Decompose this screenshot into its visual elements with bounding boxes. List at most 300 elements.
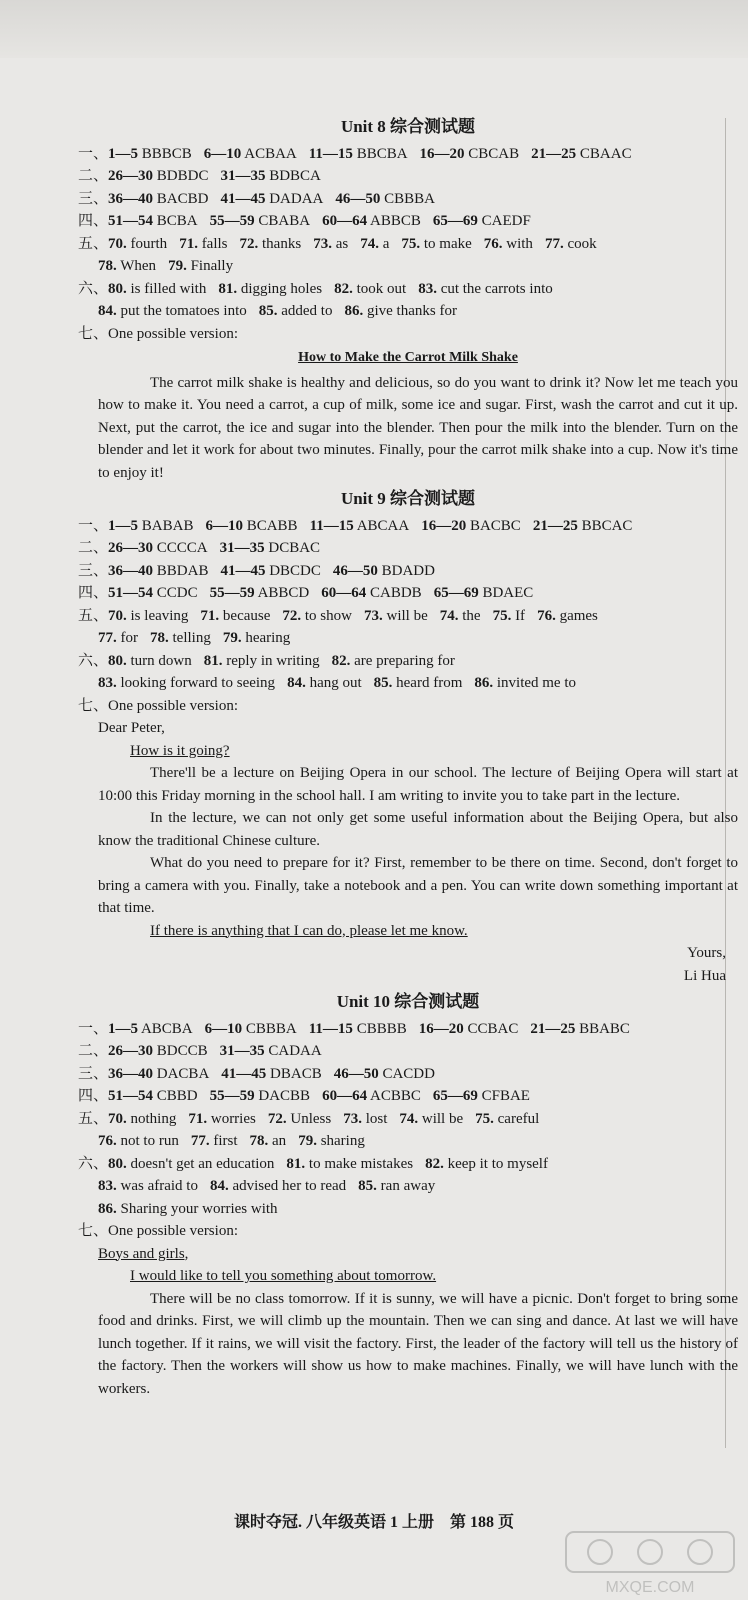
answer-letters: CADAA <box>268 1043 322 1059</box>
answer-letters: ACBBC <box>370 1088 421 1104</box>
fill-answer <box>108 608 188 624</box>
question-range: 46—50 <box>333 1065 379 1082</box>
letter-closing-text: Yours, <box>687 945 726 961</box>
fill-row <box>78 1175 738 1198</box>
answer-group <box>108 213 198 229</box>
fill-answer <box>358 1178 435 1194</box>
fill-answer <box>493 608 526 624</box>
question-number: 78. <box>249 1133 269 1149</box>
question-number: 79. <box>222 630 242 646</box>
answer-row <box>78 143 738 166</box>
answer-letters: BDADD <box>381 562 435 579</box>
question-range: 55—59 <box>209 213 255 229</box>
writing-section-label: 七、One possible version: <box>78 325 238 342</box>
answer-text: an <box>272 1133 287 1149</box>
answer-group <box>533 518 633 534</box>
fill-answer <box>425 1156 548 1172</box>
answer-letters: CBBD <box>156 1088 198 1104</box>
fill-answer <box>259 303 333 319</box>
fill-answer <box>250 1133 287 1149</box>
answer-text: not to run <box>120 1133 179 1149</box>
section-label: 三、 <box>78 562 109 579</box>
answer-letters: BCABB <box>246 517 298 534</box>
answer-letters: BBABC <box>579 1020 630 1037</box>
question-number: 81. <box>286 1155 306 1172</box>
answer-group <box>530 1021 630 1037</box>
answer-text: keep it to myself <box>447 1155 548 1172</box>
fill-answer <box>418 281 553 297</box>
answer-group <box>310 518 410 534</box>
answer-letters: BDBDC <box>156 168 209 184</box>
answer-letters: BACBD <box>156 190 209 207</box>
fill-row <box>78 1198 738 1221</box>
answer-text: cut the carrots into <box>440 280 553 297</box>
fill-answer <box>344 303 456 319</box>
question-number: 84. <box>98 303 117 319</box>
fill-answer <box>474 675 576 691</box>
answer-group <box>205 518 297 534</box>
question-range: 26—30 <box>108 168 154 184</box>
question-range: 36—40 <box>108 1065 154 1082</box>
fill-answer <box>210 1178 346 1194</box>
question-number: 77. <box>190 1133 210 1149</box>
writing-section-label: 七、One possible version: <box>78 697 238 714</box>
question-number: 79. <box>298 1133 317 1149</box>
section-label: 三、 <box>78 190 109 207</box>
speech-greeting-text: Boys and girls, <box>98 1245 189 1262</box>
answer-group <box>220 191 323 207</box>
question-range: 1—5 <box>108 145 139 162</box>
question-number: 80. <box>108 1155 127 1172</box>
answer-letters: ACBAA <box>244 145 297 162</box>
answer-row <box>78 1085 738 1108</box>
answer-text: doesn't get an education <box>130 1155 275 1172</box>
fill-answer <box>399 1111 463 1127</box>
answer-letters: BDBCA <box>269 168 321 184</box>
answer-group <box>220 1043 322 1059</box>
watermark-text: MXQE.COM <box>605 1579 695 1596</box>
answer-group <box>434 585 534 601</box>
answer-row <box>78 537 738 560</box>
question-range: 65—69 <box>433 585 479 601</box>
section-label: 四、 <box>78 585 109 601</box>
answer-text: Sharing your worries with <box>120 1200 278 1217</box>
watermark-logo-icon <box>560 1528 740 1598</box>
answer-letters: CCDC <box>156 585 198 601</box>
answer-letters: BBCAC <box>581 517 633 534</box>
essay-title: How to Make the Carrot Milk Shake <box>298 350 518 365</box>
answer-group <box>108 518 193 534</box>
fill-answer <box>268 1111 331 1127</box>
question-number: 80. <box>108 280 127 297</box>
fill-row <box>78 300 738 323</box>
answer-group <box>322 1088 421 1104</box>
answer-letters: CBBBA <box>245 1020 297 1037</box>
question-range: 11—15 <box>308 145 353 162</box>
question-range: 16—20 <box>418 1020 464 1037</box>
fill-answer <box>191 1133 238 1149</box>
fill-answer <box>545 236 597 252</box>
answer-group <box>531 146 631 162</box>
unit-title: Unit 9 综合测试题 <box>340 489 476 508</box>
question-range: 6—10 <box>203 145 242 162</box>
section-label: 六、 <box>78 1155 109 1172</box>
answer-text: took out <box>356 280 407 297</box>
letter-signature-text: Li Hua <box>683 967 726 984</box>
answer-letters: DBACB <box>270 1065 322 1082</box>
answer-letters: BDCCB <box>156 1043 208 1059</box>
answer-text: nothing <box>130 1110 177 1127</box>
fill-answer <box>440 608 481 624</box>
section-label: 三、 <box>78 1065 109 1082</box>
fill-row <box>78 627 738 650</box>
unit-title: Unit 10 综合测试题 <box>336 992 480 1011</box>
answer-text: falls <box>201 235 228 252</box>
question-number: 78. <box>98 258 117 274</box>
answer-text: first <box>213 1133 238 1149</box>
answer-letters: CBCAB <box>468 145 520 162</box>
question-number: 81. <box>218 280 238 297</box>
question-range: 65—69 <box>432 1088 478 1104</box>
top-scan-strip <box>0 0 748 58</box>
question-number: 75. <box>475 1110 494 1127</box>
answer-group <box>309 146 408 162</box>
fill-answer <box>108 1111 176 1127</box>
question-number: 71. <box>179 235 198 252</box>
question-number: 71. <box>188 1110 208 1127</box>
answer-text: to make mistakes <box>308 1155 414 1172</box>
question-number: 83. <box>418 280 437 297</box>
question-range: 46—50 <box>332 562 378 579</box>
answer-letters: BBDAB <box>156 562 209 579</box>
question-range: 31—35 <box>219 540 265 556</box>
answer-group <box>210 213 310 229</box>
question-range: 60—64 <box>322 213 368 229</box>
fill-answer <box>98 303 247 319</box>
letter-paragraph: In the lecture, we can not only get some useful information about the Beijing Opera, but also know the traditional Chinese culture. <box>98 810 738 849</box>
question-range: 36—40 <box>108 562 154 579</box>
answer-text: thanks <box>262 235 302 252</box>
question-number: 76. <box>537 607 556 624</box>
answer-text: for <box>120 630 138 646</box>
fill-answer <box>287 675 362 691</box>
section-label: 一、 <box>78 145 109 162</box>
fill-answer <box>286 1156 413 1172</box>
question-range: 55—59 <box>209 1088 255 1104</box>
question-range: 65—69 <box>432 213 478 229</box>
answer-text: are preparing for <box>354 652 455 669</box>
question-number: 73. <box>363 607 383 624</box>
answer-text: because <box>222 607 271 624</box>
question-range: 31—35 <box>219 1043 265 1059</box>
fill-row <box>78 605 738 628</box>
question-number: 77. <box>98 630 117 646</box>
fill-answer <box>98 1178 198 1194</box>
answer-letters: BABAB <box>141 517 194 534</box>
question-range: 41—45 <box>220 190 266 207</box>
fill-answer <box>150 630 211 646</box>
question-range: 36—40 <box>108 190 154 207</box>
question-number: 86. <box>474 675 494 691</box>
answer-letters: CBBBB <box>356 1020 407 1037</box>
section-label: 四、 <box>78 213 109 229</box>
answer-letters: CAEDF <box>481 213 531 229</box>
fill-answer <box>200 608 270 624</box>
answer-group <box>335 191 435 207</box>
answer-text: worries <box>210 1110 256 1127</box>
fill-answer <box>98 675 275 691</box>
question-number: 81. <box>203 652 223 669</box>
question-number: 78. <box>150 630 169 646</box>
question-number: 75. <box>401 235 421 252</box>
section-label: 一、 <box>78 517 109 534</box>
fill-row <box>78 672 738 695</box>
answer-row <box>78 1040 738 1063</box>
answer-text: to make <box>423 235 472 252</box>
fill-answer <box>168 258 233 274</box>
question-range: 60—64 <box>321 585 367 601</box>
question-number: 71. <box>200 607 220 624</box>
answer-letters: CCBAC <box>467 1020 519 1037</box>
answer-text: hearing <box>245 630 291 646</box>
answer-letters: CCCCA <box>156 540 208 556</box>
speech-paragraph: There will be no class tomorrow. If it is sunny, we will have a picnic. Don't forget to bring some food and drinks. First, we will climb up the mountain. Then we can sing and dance. At last we will have lunch together. If it rains, we will visit the factory. First, the leader of the factory will tell us the history of the factory. Then the workers will show us how to make machines. Finally, we will have lunch with the workers. <box>98 1290 738 1397</box>
writing-section-label: 七、One possible version: <box>78 1223 238 1239</box>
fill-answer <box>188 1111 256 1127</box>
answer-text: is leaving <box>130 607 189 624</box>
question-number: 76. <box>98 1133 117 1149</box>
answer-group <box>420 146 520 162</box>
question-number: 73. <box>343 1110 362 1127</box>
answer-text: is filled with <box>130 280 207 297</box>
answer-letters: DCBAC <box>268 540 321 556</box>
answer-text: advised her to read <box>232 1178 347 1194</box>
answer-text: was afraid to <box>120 1178 198 1194</box>
fill-row <box>78 233 738 256</box>
answer-text: turn down <box>130 652 192 669</box>
answer-group <box>334 1066 435 1082</box>
answer-text: as <box>335 235 349 252</box>
question-number: 80. <box>108 652 127 669</box>
answer-text: give thanks for <box>366 303 457 319</box>
letter-paragraph-text: There'll be a lecture on Beijing Opera in our school. The lecture of Beijing Opera will start at 10:00 this Friday morning in the school hall. I am writing to invite you to take part in the lecture. <box>98 765 738 804</box>
answer-text: looking forward to seeing <box>120 675 276 691</box>
question-range: 46—50 <box>335 190 381 207</box>
question-range: 1—5 <box>108 517 139 534</box>
answer-text: cook <box>567 235 597 252</box>
question-range: 26—30 <box>108 540 154 556</box>
letter-greeting: Dear Peter, <box>98 720 165 736</box>
answer-group <box>309 1021 407 1037</box>
question-range: 51—54 <box>108 585 154 601</box>
fill-answer <box>204 653 320 669</box>
question-range: 11—15 <box>309 517 354 534</box>
answer-text: a <box>382 235 390 252</box>
answer-text: hang out <box>309 675 362 691</box>
answer-text: games <box>559 607 598 624</box>
question-number: 73. <box>313 235 332 252</box>
fill-answer <box>218 281 322 297</box>
question-number: 72. <box>267 1110 287 1127</box>
answer-letters: CBBBA <box>384 190 435 207</box>
answer-group <box>108 563 208 579</box>
answer-letters: CFBAE <box>481 1088 530 1104</box>
fill-row <box>78 1153 738 1176</box>
answer-group <box>322 213 421 229</box>
section-label: 五、 <box>78 607 109 624</box>
letter-paragraph-text: If there is anything that I can do, please let me know. <box>150 922 468 939</box>
answer-letters: DADAA <box>269 190 324 207</box>
answer-group <box>205 1021 297 1037</box>
question-number: 82. <box>331 652 351 669</box>
answer-row <box>78 582 738 605</box>
question-range: 21—25 <box>530 1020 576 1037</box>
letter-opening-text: How is it going? <box>130 742 230 759</box>
question-range: 41—45 <box>220 562 266 579</box>
question-range: 51—54 <box>108 213 154 229</box>
question-number: 85. <box>258 303 278 319</box>
section-label: 六、 <box>78 280 109 297</box>
question-number: 84. <box>209 1178 229 1194</box>
fill-answer <box>343 1111 387 1127</box>
question-number: 83. <box>98 675 117 691</box>
question-range: 55—59 <box>209 585 255 601</box>
answer-group <box>220 563 320 579</box>
fill-answer <box>108 653 192 669</box>
answer-letters: BACBC <box>469 517 521 534</box>
fill-answer <box>360 236 389 252</box>
fill-answer <box>179 236 227 252</box>
fill-answer <box>108 1156 274 1172</box>
unit-title: Unit 8 综合测试题 <box>340 117 476 136</box>
answer-text: Finally <box>190 258 234 274</box>
question-range: 1—5 <box>108 1020 139 1037</box>
answer-letters: BBBCB <box>141 145 192 162</box>
answer-group <box>108 1043 208 1059</box>
answer-group <box>333 563 435 579</box>
speech-opening <box>78 1265 738 1288</box>
answer-group <box>108 168 208 184</box>
answer-letters: CBABA <box>258 213 311 229</box>
answer-letters: CABDB <box>370 585 422 601</box>
answer-letters: ABBCB <box>370 213 421 229</box>
speech-greeting <box>78 1243 738 1266</box>
fill-answer <box>98 1201 278 1217</box>
answer-row <box>78 560 738 583</box>
answer-letters: CBAAC <box>579 145 632 162</box>
letter-opening <box>78 740 738 763</box>
answer-row <box>78 188 738 211</box>
section-label: 六、 <box>78 652 109 669</box>
fill-answer <box>298 1133 365 1149</box>
question-range: 16—20 <box>419 145 465 162</box>
question-number: 82. <box>334 280 353 297</box>
answer-row <box>78 1063 738 1086</box>
question-number: 86. <box>98 1200 117 1217</box>
fill-row <box>78 650 738 673</box>
section-label: 二、 <box>78 1043 109 1059</box>
question-number: 75. <box>492 607 512 624</box>
answer-letters: BBCBA <box>356 145 408 162</box>
question-range: 51—54 <box>108 1088 154 1104</box>
answer-letters: DACBB <box>258 1088 311 1104</box>
answer-group <box>419 1021 519 1037</box>
answer-text: sharing <box>320 1133 365 1149</box>
question-number: 76. <box>483 235 503 252</box>
fill-answer <box>401 236 471 252</box>
question-number: 84. <box>287 675 306 691</box>
answer-text: fourth <box>130 235 168 252</box>
fill-answer <box>313 236 348 252</box>
answer-text: will be <box>421 1110 464 1127</box>
question-number: 83. <box>98 1178 117 1194</box>
fill-answer <box>537 608 598 624</box>
fill-answer <box>108 236 167 252</box>
answer-text: invited me to <box>496 675 577 691</box>
answer-group <box>210 585 310 601</box>
fill-row <box>78 255 738 278</box>
answer-text: careful <box>497 1110 540 1127</box>
page-footer: 课时夺冠. 八年级英语 1 上册 第 188 页 <box>233 1514 514 1531</box>
question-range: 16—20 <box>421 517 467 534</box>
answer-text: to show <box>304 607 352 624</box>
answer-text: lost <box>365 1110 388 1127</box>
answer-letters: CACDD <box>382 1065 435 1082</box>
answer-row <box>78 1018 738 1041</box>
fill-answer <box>282 608 352 624</box>
question-number: 82. <box>425 1155 444 1172</box>
fill-answer <box>223 630 290 646</box>
answer-text: telling <box>172 630 211 646</box>
fill-answer <box>108 281 206 297</box>
question-range: 21—25 <box>531 145 577 162</box>
fill-answer <box>98 630 138 646</box>
question-range: 41—45 <box>221 1065 267 1082</box>
answer-text: digging holes <box>240 280 323 297</box>
letter-signature <box>78 965 738 988</box>
question-range: 60—64 <box>322 1088 368 1104</box>
answer-text: with <box>506 235 533 252</box>
question-number: 79. <box>168 258 187 274</box>
fill-answer <box>475 1111 539 1127</box>
answer-group <box>108 191 208 207</box>
fill-answer <box>334 281 406 297</box>
question-number: 70. <box>108 235 127 252</box>
letter-closing <box>78 942 738 965</box>
question-number: 72. <box>239 235 259 252</box>
question-range: 31—35 <box>220 168 266 184</box>
fill-answer <box>364 608 428 624</box>
question-number: 70. <box>108 1110 127 1127</box>
answer-group <box>108 1066 209 1082</box>
answer-text: will be <box>386 607 428 624</box>
letter-paragraph: What do you need to prepare for it? First, remember to be there on time. Second, don't forget to bring a camera with you. Finally, take a notebook and a pen. You can write down something important at that time. <box>98 855 738 916</box>
answer-group <box>108 540 208 556</box>
answer-group <box>221 1066 321 1082</box>
question-range: 6—10 <box>205 517 243 534</box>
answer-text: added to <box>281 303 333 319</box>
question-number: 74. <box>399 1110 419 1127</box>
letter-paragraph <box>78 920 738 943</box>
question-number: 74. <box>360 235 379 252</box>
question-number: 86. <box>344 303 364 319</box>
answer-text: put the tomatoes into <box>120 303 247 319</box>
fill-answer <box>484 236 533 252</box>
answer-group <box>210 1088 310 1104</box>
answer-group <box>108 585 198 601</box>
answer-group <box>433 1088 530 1104</box>
section-label: 二、 <box>78 168 109 184</box>
